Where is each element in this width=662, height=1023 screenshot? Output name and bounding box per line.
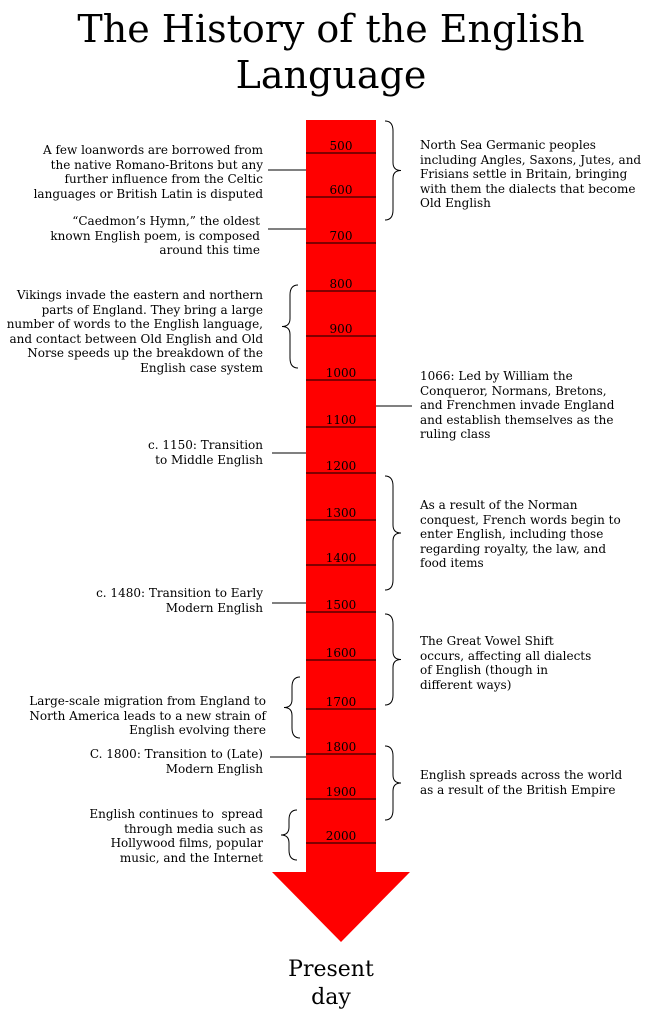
left-note-4-line: c. 1150: Transition [148,438,263,452]
right-note-1-line: North Sea Germanic peoples [420,138,596,152]
right-brace-4 [385,614,401,705]
right-note-2-line: Conqueror, Normans, Bretons, [420,383,607,398]
left-brace-8 [281,810,297,860]
right-note-4-line: occurs, affecting all dialects [420,648,592,663]
tick-label-1000: 1000 [325,366,357,380]
arrow-head [272,872,410,942]
right-note-5 [420,768,622,797]
left-brace-6 [284,677,300,738]
tick-label-1200: 1200 [325,459,357,473]
right-note-3-line: regarding royalty, the law, and [420,541,607,556]
left-note-3-line: Norse speeds up the breakdown of the [27,346,263,361]
right-note-1-line: with them the dialects that become [420,181,636,196]
present-line-2: day [311,985,351,1010]
right-brace-5 [385,746,401,820]
left-note-6-line: Large-scale migration from England to [29,694,266,708]
left-note-7 [90,747,263,776]
left-note-7-line: Modern English [165,761,263,776]
left-note-3 [7,288,263,376]
tick-label-700: 700 [329,229,353,243]
tick-label-2000: 2000 [325,829,357,843]
left-note-4-line: to Middle English [155,452,263,467]
tick-label-1600: 1600 [325,646,357,660]
right-brace-1 [385,121,401,220]
left-note-8 [89,807,263,865]
left-note-3-line: number of words to the English language, [6,317,263,332]
left-note-8-line: music, and the Internet [119,850,263,865]
right-note-3-line: As a result of the Norman [420,498,578,512]
right-brace-3 [385,476,401,590]
tick-label-1900: 1900 [325,785,357,799]
right-note-5-line: as a result of the British Empire [420,782,616,797]
right-note-4-line: of English (though in [420,663,549,678]
present-day-label [0,956,662,1012]
left-note-2-line: known English poem, is composed [50,228,260,243]
right-note-1-line: Frisians settle in Britain, bringing [420,167,628,182]
right-note-4 [420,634,591,692]
title-line-2: Language [235,53,427,97]
right-note-1 [420,138,641,211]
present-line-1: Present [288,957,374,982]
tick-label-1500: 1500 [325,598,357,612]
right-note-1-line: including Angles, Saxons, Jutes, and [420,152,642,167]
right-note-5-line: English spreads across the world [420,768,623,782]
tick-label-1800: 1800 [325,740,357,754]
tick-label-600: 600 [329,183,353,197]
left-note-3-line: English case system [140,360,263,375]
tick-label-1400: 1400 [325,551,357,565]
right-note-3-line: conquest, French words begin to [420,512,621,527]
left-note-8-line: through media such as [124,821,263,836]
left-note-6-line: English evolving there [129,723,266,738]
tick-label-1300: 1300 [325,506,357,520]
left-note-2 [50,214,260,258]
right-note-4-line: The Great Vowel Shift [420,634,554,648]
tick-label-1100: 1100 [325,413,357,427]
left-note-1-line: languages or British Latin is disputed [33,186,263,201]
left-note-1-line: further influence from the Celtic [64,172,263,187]
left-note-6 [29,694,266,738]
left-note-8-line: Hollywood films, popular [110,836,263,851]
right-note-3 [420,498,621,571]
tick-label-900: 900 [329,322,353,336]
tick-label-800: 800 [329,277,353,291]
right-note-4-line: different ways) [420,677,512,692]
left-note-3-line: and contact between Old English and Old [9,331,263,346]
right-note-2 [420,369,614,442]
right-note-3-line: enter English, including those [420,527,604,542]
tick-label-500: 500 [329,139,353,153]
left-note-5-line: c. 1480: Transition to Early [96,586,263,600]
right-note-2-line: and establish themselves as the [420,412,614,427]
right-note-2-line: ruling class [420,427,491,442]
right-note-3-line: food items [420,556,484,571]
left-note-6-line: North America leads to a new strain of [29,708,266,723]
right-note-1-line: Old English [420,196,491,211]
right-note-2-line: 1066: Led by William the [420,369,573,383]
left-note-5-line: Modern English [165,600,263,615]
left-note-1-line: the native Romano-Britons but any [50,157,263,172]
title-line-1: The History of the English [77,7,585,51]
left-note-2-line: “Caedmon’s Hymn,” the oldest [72,214,260,228]
left-note-1 [34,143,263,201]
left-note-7-line: C. 1800: Transition to (Late) [89,747,263,761]
left-note-8-line: English continues to spread [89,807,263,821]
left-brace-3 [282,285,298,368]
left-note-5 [96,586,263,615]
left-note-3-line: Vikings invade the eastern and northern [16,288,263,302]
left-note-2-line: around this time [159,243,260,258]
left-note-4 [148,438,263,467]
right-note-2-line: and Frenchmen invade England [420,398,615,413]
tick-label-1700: 1700 [325,695,357,709]
left-note-1-line: A few loanwords are borrowed from [42,143,263,157]
left-note-3-line: parts of England. They bring a large [41,302,263,317]
